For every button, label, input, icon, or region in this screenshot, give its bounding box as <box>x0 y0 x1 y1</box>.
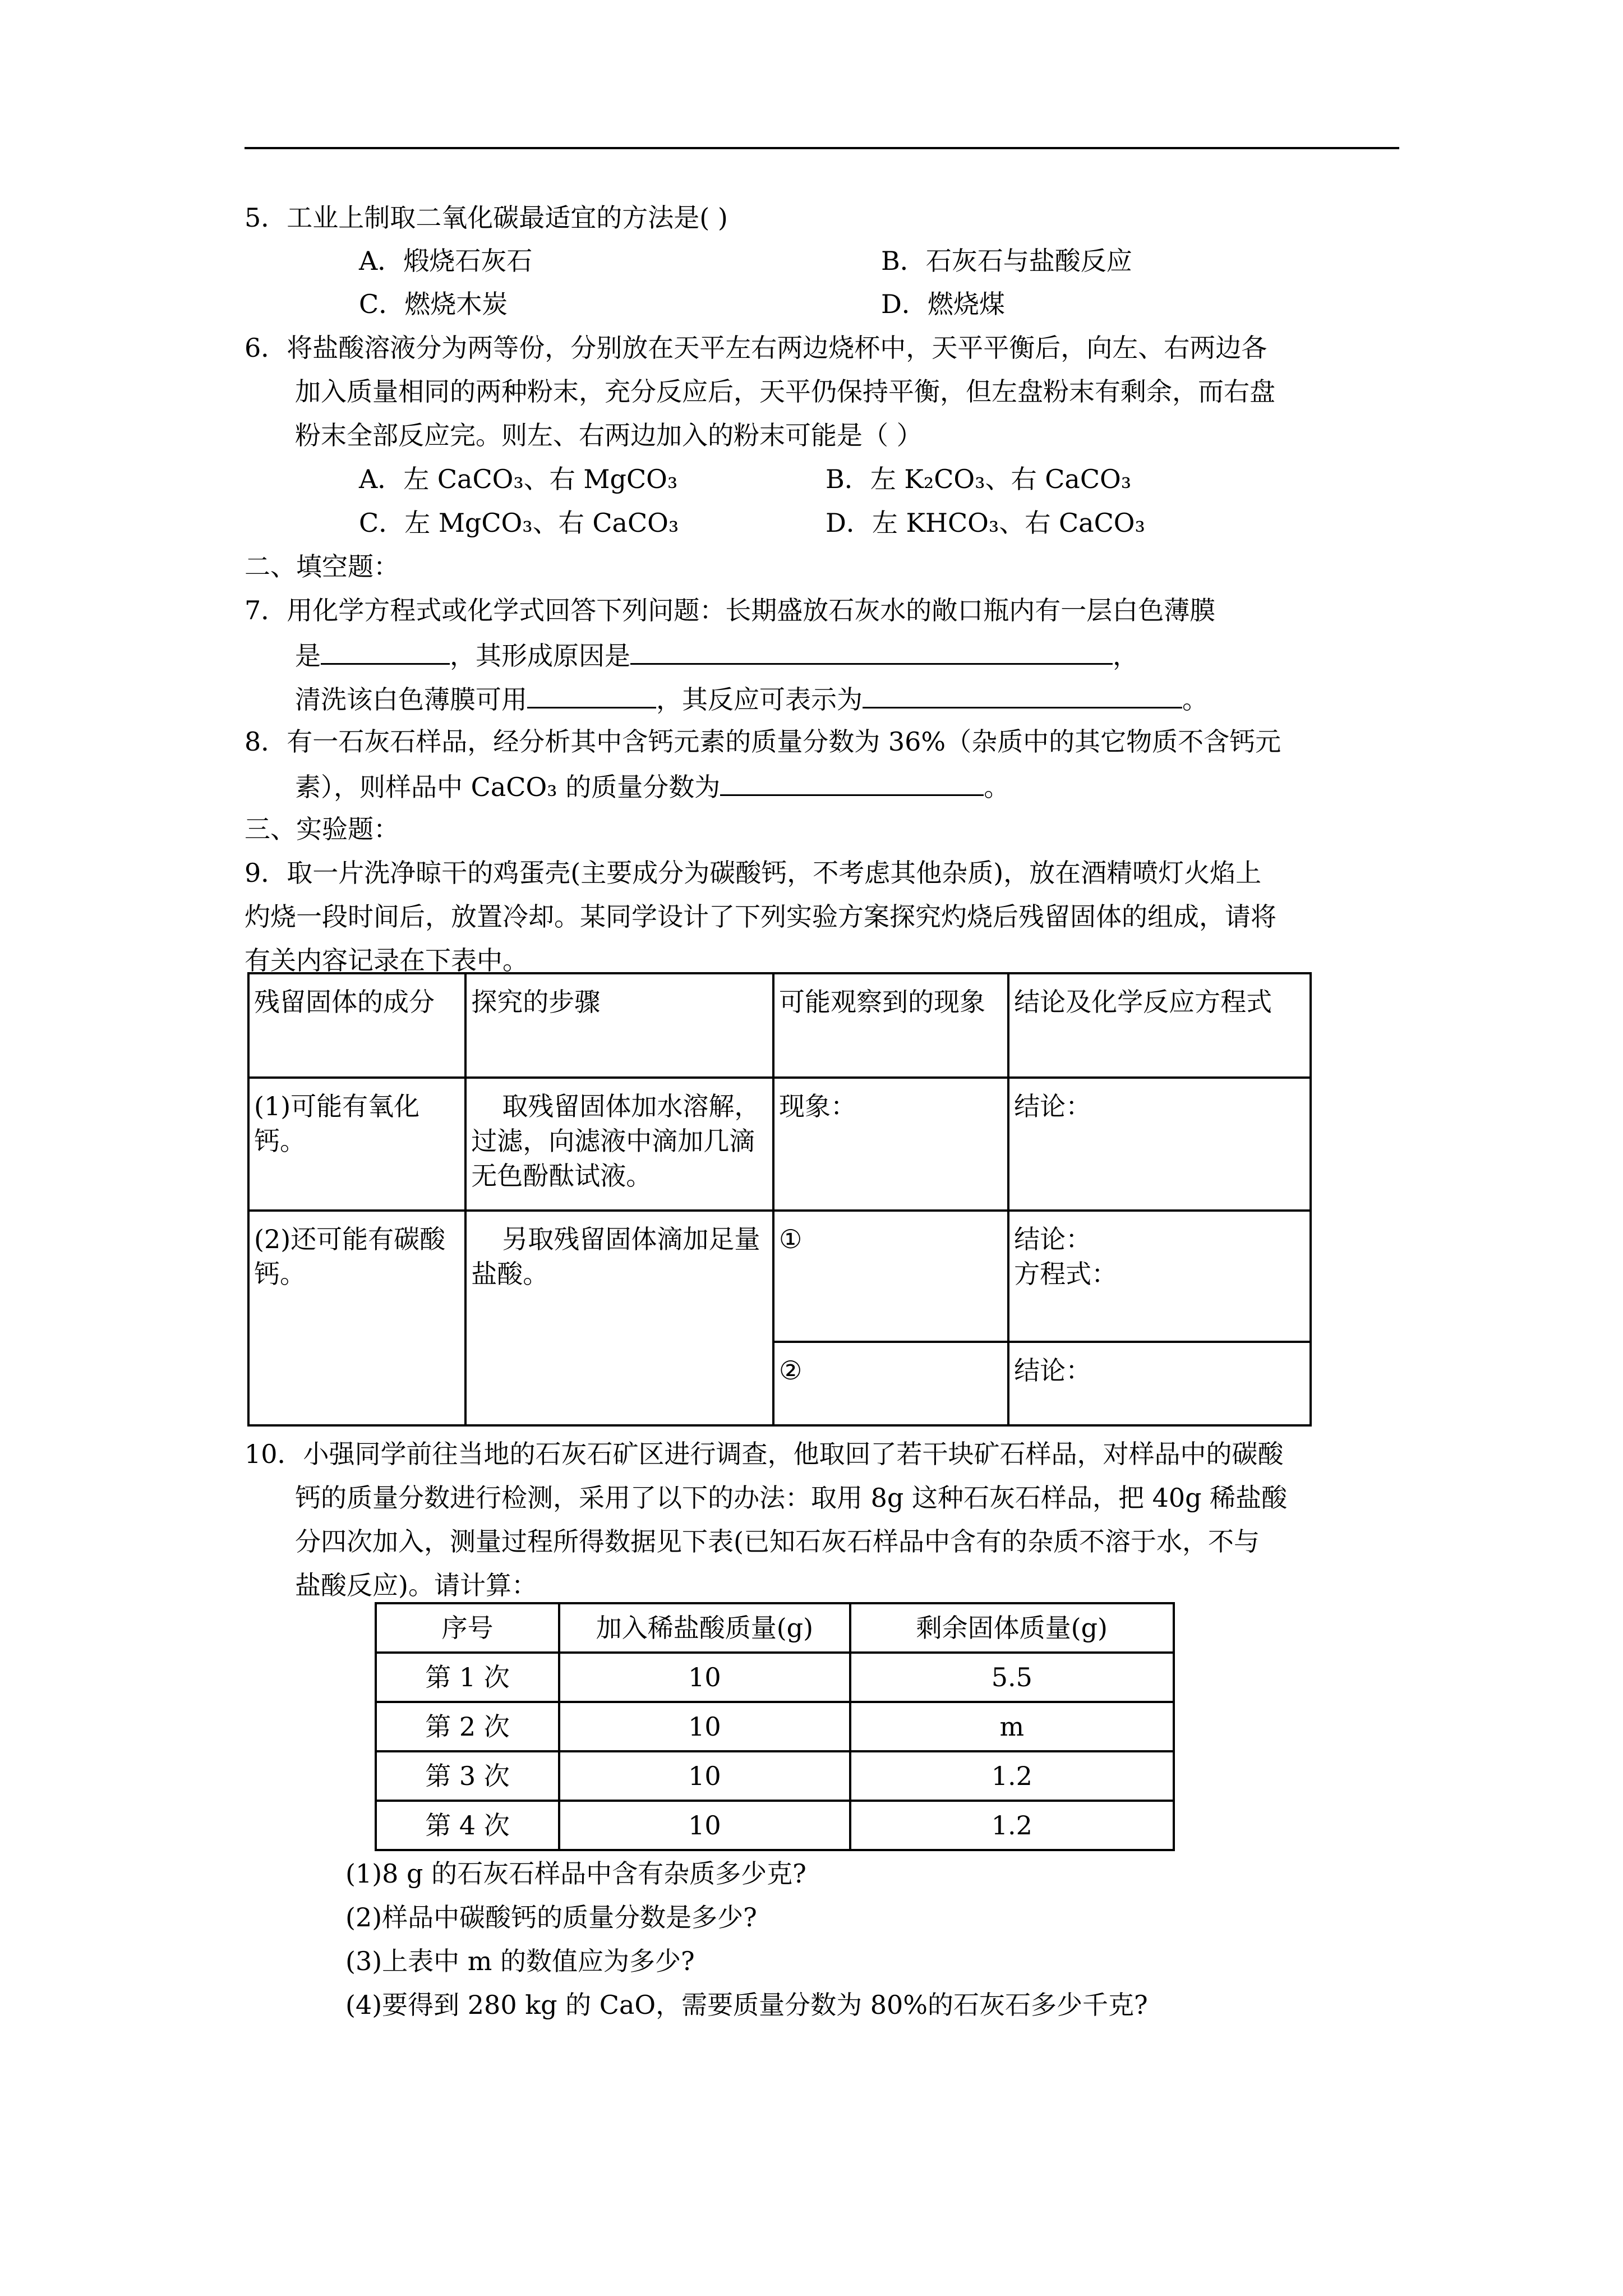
q5-option-a: A．煅烧石灰石 <box>359 246 533 276</box>
q10-table <box>375 1602 1175 1851</box>
table-row: 第 3 次 10 1.2 <box>376 1751 1174 1801</box>
q6-option-b: B．左 K₂CO₃、右 CaCO₃ <box>826 464 1132 494</box>
q10-line4: 盐酸反应)。请计算： <box>295 1570 537 1600</box>
table-row: 第 2 次 10 m <box>376 1702 1174 1751</box>
q9-line3: 有关内容记录在下表中。 <box>245 945 528 976</box>
q9-table-row-1 <box>248 1078 1311 1211</box>
q9-table-header-row <box>248 973 1311 1078</box>
q9-header-steps: 探究的步骤 <box>465 973 773 1078</box>
q9-line2: 灼烧一段时间后，放置冷却。某同学设计了下列实验方案探究灼烧后残留固体的组成，请将 <box>245 901 1276 932</box>
q7-blank-1[interactable] <box>321 638 450 665</box>
section-experiment-title: 三、实验题： <box>245 814 399 844</box>
q9-r2-phenomena-2[interactable]: ② <box>773 1342 1008 1425</box>
q10-header-index: 序号 <box>376 1603 559 1653</box>
header-rule <box>245 147 1399 149</box>
q9-header-phenomena: 可能观察到的现象 <box>773 973 1008 1078</box>
q10-question-1: (1)8 g 的石灰石样品中含有杂质多少克? <box>345 1858 806 1889</box>
q6-option-a: A．左 CaCO₃、右 MgCO₃ <box>359 464 678 494</box>
q7-line1: 7．用化学方程式或化学式回答下列问题：长期盛放石灰水的敞口瓶内有一层白色薄膜 <box>245 595 1216 625</box>
q9-header-conclusion: 结论及化学反应方程式 <box>1008 973 1311 1078</box>
q8-line1: 8．有一石灰石样品，经分析其中含钙元素的质量分数为 36%（杂质中的其它物质不含钙元 <box>245 726 1281 757</box>
q6-stem-line2: 加入质量相同的两种粉末，充分反应后，天平仍保持平衡，但左盘粉末有剩余，而右盘 <box>295 376 1275 407</box>
q10-question-3: (3)上表中 m 的数值应为多少? <box>345 1946 695 1976</box>
table-row: 第 4 次 10 1.2 <box>376 1801 1174 1850</box>
q10-header-acid: 加入稀盐酸质量(g) <box>559 1603 850 1653</box>
q9-r1-phenomena[interactable]: 现象： <box>773 1078 1008 1211</box>
q9-r2-conclusion-2[interactable]: 结论： <box>1008 1342 1311 1425</box>
q9-r2-component: (2)还可能有碳酸钙。 <box>248 1211 465 1425</box>
q9-r1-conclusion[interactable]: 结论： <box>1008 1078 1311 1211</box>
section-fill-blank-title: 二、填空题： <box>245 551 399 582</box>
q9-r2-phenomena-1[interactable]: ① <box>773 1211 1008 1342</box>
q8-blank[interactable] <box>720 770 984 796</box>
q9-table-row-2a <box>248 1211 1311 1342</box>
q5-option-b: B．石灰石与盐酸反应 <box>881 246 1132 276</box>
q10-question-4: (4)要得到 280 kg 的 CaO，需要质量分数为 80%的石灰石多少千克? <box>345 1990 1148 2020</box>
q10-table-header-row <box>376 1603 1174 1653</box>
q9-r2-steps: 另取残留固体滴加足量盐酸。 <box>465 1211 773 1425</box>
q9-r1-steps: 取残留固体加水溶解，过滤，向滤液中滴加几滴无色酚酞试液。 <box>465 1078 773 1211</box>
q10-question-2: (2)样品中碳酸钙的质量分数是多少? <box>345 1902 757 1932</box>
q7-blank-3[interactable] <box>527 682 656 708</box>
q7-line2: 是 ，其形成原因是 ， <box>295 638 1138 671</box>
q5-option-d: D．燃烧煤 <box>881 289 1005 319</box>
q6-option-d: D．左 KHCO₃、右 CaCO₃ <box>826 508 1145 538</box>
q5-stem: 5．工业上制取二氧化碳最适宜的方法是( ) <box>245 203 728 233</box>
q10-line2: 钙的质量分数进行检测，采用了以下的办法：取用 8g 这种石灰石样品，把 40g 稀盐酸 <box>295 1483 1288 1513</box>
q10-header-solid: 剩余固体质量(g) <box>850 1603 1174 1653</box>
q9-header-component: 残留固体的成分 <box>248 973 465 1078</box>
q9-r1-component: (1)可能有氧化钙。 <box>248 1078 465 1211</box>
q9-line1: 9．取一片洗净晾干的鸡蛋壳(主要成分为碳酸钙，不考虑其他杂质)，放在酒精喷灯火焰上 <box>245 858 1262 888</box>
q10-line1: 10．小强同学前往当地的石灰石矿区进行调查，他取回了若干块矿石样品，对样品中的碳酸 <box>245 1439 1284 1469</box>
q8-line2: 素），则样品中 CaCO₃ 的质量分数为 。 <box>295 770 1009 803</box>
q7-blank-4[interactable] <box>863 682 1182 708</box>
q7-blank-2[interactable] <box>630 638 1113 665</box>
q6-stem-line1: 6．将盐酸溶液分为两等份，分别放在天平左右两边烧杯中，天平平衡后，向左、右两边各 <box>245 333 1267 363</box>
q5-option-c: C．燃烧木炭 <box>359 289 508 319</box>
q6-stem-line3: 粉末全部反应完。则左、右两边加入的粉末可能是（ ） <box>295 420 923 450</box>
q9-r2-conclusion-1[interactable]: 结论： 方程式： <box>1008 1211 1311 1342</box>
q7-line3: 清洗该白色薄膜可用 ，其反应可表示为 。 <box>295 682 1208 715</box>
q10-line3: 分四次加入，测量过程所得数据见下表(已知石灰石样品中含有的杂质不溶于水，不与 <box>295 1526 1260 1557</box>
q9-table <box>247 972 1312 1427</box>
table-row: 第 1 次 10 5.5 <box>376 1653 1174 1702</box>
q6-option-c: C．左 MgCO₃、右 CaCO₃ <box>359 508 679 538</box>
